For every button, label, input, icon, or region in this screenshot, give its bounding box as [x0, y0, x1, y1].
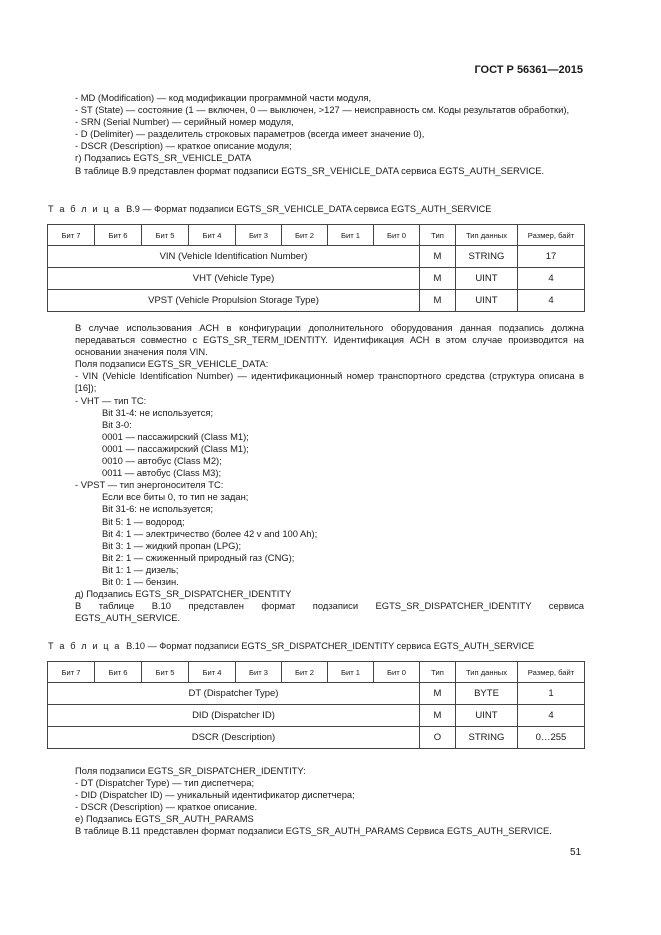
field-dt: - DT (Dispatcher Type) — тип диспетчера;: [75, 777, 255, 789]
field-name-cell: VIN (Vehicle Identification Number): [48, 246, 420, 268]
asn-paragraph: В случае использования АСН в конфигурации дополнительного оборудования данная подзапись должна передаваться совместно с EGTS_SR_TERM_IDENTITY. Идентификация АСН в этом случае производится на основании значения поля VIN.: [75, 322, 584, 358]
field-name-cell: DT (Dispatcher Type): [48, 683, 420, 705]
type-cell: M: [420, 290, 456, 312]
header-bit2: Бит 2: [282, 662, 328, 683]
text-block-2: [62, 322, 584, 624]
vpst-item: Bit 2: 1 — сжиженный природный газ (CNG);: [102, 551, 295, 563]
type-cell: M: [420, 246, 456, 268]
header-bit3: Бит 3: [236, 225, 282, 246]
data-type-cell: UINT: [456, 705, 518, 727]
size-cell: 17: [518, 246, 585, 268]
header-data-type: Тип данных: [456, 225, 518, 246]
data-type-cell: UINT: [456, 290, 518, 312]
size-cell: 0…255: [518, 727, 585, 749]
header-size: Размер, байт: [518, 225, 585, 246]
table10-caption-text: В.10 — Формат подзаписи EGTS_SR_DISPATCHER_IDENTITY сервиса EGTS_AUTH_SERVICE: [126, 641, 535, 651]
header-bit7: Бит 7: [48, 225, 95, 246]
table9-caption-text: В.9 — Формат подзаписи EGTS_SR_VEHICLE_DATA сервиса EGTS_AUTH_SERVICE: [126, 204, 492, 214]
table-row: [48, 268, 585, 290]
field-vpst: - VPST — тип энергоносителя ТС:: [75, 479, 224, 491]
field-name-cell: VHT (Vehicle Type): [48, 268, 420, 290]
table11-intro: В таблице В.11 представлен формат подзаписи EGTS_SR_AUTH_PARAMS Сервиса EGTS_AUTH_SERVICE.: [75, 825, 552, 837]
vpst-item: Если все биты 0, то тип не задан;: [102, 491, 249, 503]
vpst-item: Bit 0: 1 — бензин.: [102, 575, 179, 587]
table10-caption-prefix: Т а б л и ц а: [48, 641, 121, 651]
vht-item: 0001 — пассажирский (Class M1);: [102, 430, 249, 442]
table-row: [48, 246, 585, 268]
table9-intro: В таблице В.9 представлен формат подзаписи EGTS_SR_VEHICLE_DATA сервиса EGTS_AUTH_SERVICE.: [75, 164, 545, 176]
field-dscr-dispatcher: - DSCR (Description) — краткое описание.: [75, 801, 258, 813]
table-row: [48, 683, 585, 705]
header-type: Тип: [420, 225, 456, 246]
size-cell: 4: [518, 268, 585, 290]
field-srn: - SRN (Serial Number) — серийный номер модуля,: [75, 116, 294, 128]
field-vin: - VIN (Vehicle Identification Number) — идентификационный номер транспортного средства (структура описана в [16]);: [75, 370, 584, 394]
text-block-1: [62, 92, 584, 177]
vpst-item: Bit 5: 1 — водород;: [102, 515, 185, 527]
vht-item: Bit 3-0:: [102, 418, 132, 430]
page-number: 51: [570, 847, 582, 858]
field-st: - ST (State) — состояние (1 — включен, 0 — выключен, >127 — неисправность см. Коды результатов обработки),: [75, 104, 570, 116]
header-bit4: Бит 4: [189, 662, 236, 683]
header-bit4: Бит 4: [189, 225, 236, 246]
header-bit6: Бит 6: [95, 225, 142, 246]
vht-item: 0010 — автобус (Class M2);: [102, 455, 222, 467]
field-name-cell: DID (Dispatcher ID): [48, 705, 420, 727]
header-bit0: Бит 0: [374, 225, 420, 246]
header-bit1: Бит 1: [328, 662, 374, 683]
header-type: Тип: [420, 662, 456, 683]
header-bit0: Бит 0: [374, 662, 420, 683]
size-cell: 4: [518, 290, 585, 312]
field-dscr: - DSCR (Description) — краткое описание модуля;: [75, 140, 292, 152]
table10: [47, 661, 585, 749]
header-bit6: Бит 6: [95, 662, 142, 683]
type-cell: M: [420, 268, 456, 290]
standard-designation: ГОСТ Р 56361—2015: [474, 64, 583, 76]
header-data-type: Тип данных: [456, 662, 518, 683]
data-type-cell: STRING: [456, 727, 518, 749]
field-name-cell: VPST (Vehicle Propulsion Storage Type): [48, 290, 420, 312]
vehicle-fields-title: Поля подзаписи EGTS_SR_VEHICLE_DATA:: [75, 358, 269, 370]
vpst-item: Bit 3: 1 — жидкий пропан (LPG);: [102, 539, 242, 551]
type-cell: M: [420, 683, 456, 705]
vpst-item: Bit 1: 1 — дизель;: [102, 563, 179, 575]
header-bit7: Бит 7: [48, 662, 95, 683]
text-block-3: [62, 765, 584, 838]
table9: [47, 224, 585, 312]
size-cell: 4: [518, 705, 585, 727]
type-cell: O: [420, 727, 456, 749]
header-bit5: Бит 5: [142, 225, 189, 246]
field-name-cell: DSCR (Description): [48, 727, 420, 749]
table10-intro: В таблице В.10 представлен формат подзаписи EGTS_SR_DISPATCHER_IDENTITY сервиса EGTS_AUTH_SERVICE.: [75, 600, 584, 624]
field-md: - MD (Modification) — код модификации программной части модуля,: [75, 92, 372, 103]
table-row: [48, 727, 585, 749]
data-type-cell: UINT: [456, 268, 518, 290]
data-type-cell: BYTE: [456, 683, 518, 705]
table-row: [48, 705, 585, 727]
field-vht: - VHT — тип ТС:: [75, 394, 147, 406]
vht-item: Bit 31-4: не используется;: [102, 406, 214, 418]
header-bit2: Бит 2: [282, 225, 328, 246]
field-did: - DID (Dispatcher ID) — уникальный идентификатор диспетчера;: [75, 789, 355, 801]
data-type-cell: STRING: [456, 246, 518, 268]
table-row: [48, 290, 585, 312]
table9-caption: [48, 204, 491, 214]
subrecord-d-heading: д) Подзапись EGTS_SR_DISPATCHER_IDENTITY: [75, 588, 292, 600]
header-bit1: Бит 1: [328, 225, 374, 246]
header-size: Размер, байт: [518, 662, 585, 683]
table10-caption: [48, 641, 534, 651]
subrecord-e-heading: е) Подзапись EGTS_SR_AUTH_PARAMS: [75, 813, 254, 825]
subrecord-g-heading: г) Подзапись EGTS_SR_VEHICLE_DATA: [75, 152, 252, 164]
vpst-item: Bit 4: 1 — электричество (более 42 v and 100 Ah);: [102, 527, 318, 539]
header-bit5: Бит 5: [142, 662, 189, 683]
type-cell: M: [420, 705, 456, 727]
table9-caption-prefix: Т а б л и ц а: [48, 204, 121, 214]
field-d: - D (Delimiter) — разделитель строковых параметров (всегда имеет значение 0),: [75, 128, 425, 140]
vpst-item: Bit 31-6: не используется;: [102, 503, 214, 515]
dispatcher-fields-title: Поля подзаписи EGTS_SR_DISPATCHER_IDENTITY:: [75, 765, 306, 776]
vht-item: 0001 — пассажирский (Class M1);: [102, 442, 249, 454]
header-bit3: Бит 3: [236, 662, 282, 683]
vht-item: 0011 — автобус (Class M3);: [102, 467, 222, 479]
table9-header-row: [48, 225, 585, 246]
table10-header-row: [48, 662, 585, 683]
size-cell: 1: [518, 683, 585, 705]
